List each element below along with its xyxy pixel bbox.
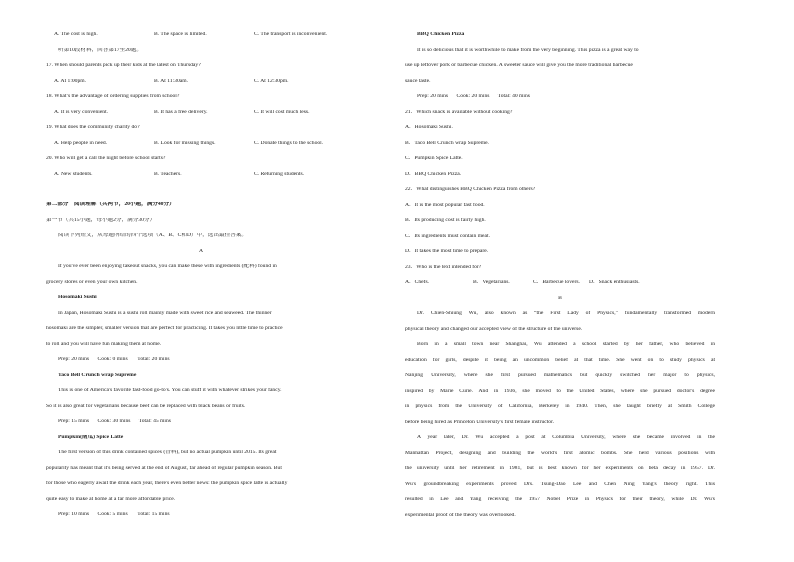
q19-option-a: A. Help people in need. bbox=[54, 140, 108, 146]
left-column bbox=[46, 32, 356, 528]
q23-option-a: A．Chefs. bbox=[405, 280, 430, 285]
b-line-2: physical theory and changed our accepted view of the structure of the universe. bbox=[405, 326, 583, 332]
right-column bbox=[405, 32, 715, 528]
q23-options bbox=[405, 280, 715, 296]
pumpkin-title: Pumpkin(南瓜) Spice Latte bbox=[58, 434, 124, 440]
pumpkin-line-1: The first version of this drink contained spices (香料), but no actual pumpkin until 2015. Its great bbox=[58, 450, 277, 455]
b-line-1: Dr. Chien-Shiung Wu, also known as “the First Lady of Physics,” fundamentally transformed modern bbox=[417, 311, 715, 316]
reading-instructions: 阅读下列短文，从每题所给的四个选项（A、B、C和D）中，选出最佳答案。 bbox=[58, 233, 247, 238]
q17-option-b: B. At 11:30am. bbox=[154, 78, 188, 84]
b-line-4: education for girls, despite it being an uncommon belief at that time. She went on to study physics at bbox=[405, 357, 715, 363]
listening-intro: 听第10段材料，回答第17至20题。 bbox=[58, 47, 142, 53]
pumpkin-line-2: popularity has meant that it's being served at the end of August, far ahead of regular pumpkin season. But bbox=[46, 465, 282, 471]
b-line-8: before being hired as Princeton University's first female instructor. bbox=[405, 419, 555, 425]
bbq-times: Prep: 20 mins Cook: 20 mins Total: 40 mins bbox=[417, 94, 530, 99]
q16-option-b: B. The space is limited. bbox=[154, 32, 207, 37]
q20-option-b: B. Teachers. bbox=[154, 171, 182, 177]
part2-heading: 第二部分 阅读理解（共两节，20小题，满分40分） bbox=[46, 202, 175, 207]
q18-option-b: B. It has a free delivery. bbox=[154, 109, 208, 115]
b-line-6: inspired by Marie Curie. And in 1936, she moved to the United States, where she pursued doctor's degree bbox=[405, 388, 715, 394]
q19-option-b: B. Look for missing things. bbox=[154, 140, 216, 146]
q17-option-c: C. At 12:30pm. bbox=[254, 78, 289, 84]
question-21: 21．Which snack is available without cooking? bbox=[405, 109, 513, 115]
q16-option-a: A. The cost is high. bbox=[54, 32, 98, 37]
bbq-title: BBQ Chicken Pizza bbox=[417, 32, 465, 37]
q18-options bbox=[46, 110, 356, 126]
q22-option-c: C．Its ingredients must contain meat. bbox=[405, 233, 490, 239]
q16-options bbox=[46, 32, 356, 48]
b-line-3: Born in a small town near Shanghai, Wu attended a school started by her father, who believed in bbox=[417, 342, 715, 347]
q20-option-c: C. Returning students. bbox=[254, 171, 305, 177]
bbq-line-3: sauce taste. bbox=[405, 78, 431, 84]
sushi-line-1: In Japan, Hosomaki Sushi is a sushi roll mainly made with sweet rice and seaweed. The thinner bbox=[58, 310, 272, 316]
bbq-line-1: It is so delicious that it is worthwhile to make from the very beginning. This pizza is a great way to bbox=[417, 47, 639, 53]
sushi-title: Hosomaki Sushi bbox=[58, 295, 97, 300]
intro-line-2: grocery stores or even your own kitchen. bbox=[46, 279, 138, 285]
b-line-5: Nanjing University, where she first pursued mathematics but quickly switched her major to physics, bbox=[405, 373, 715, 378]
q17-option-a: A. At 1:00pm. bbox=[54, 78, 87, 84]
q17-options bbox=[46, 79, 356, 95]
b-line-10: Manhattan Project, designing and building the world's first atomic bombs. She held various positions with bbox=[405, 450, 715, 456]
q21-option-d: D．BBQ Chicken Pizza. bbox=[405, 171, 462, 177]
q18-option-c: C. It will cost much less. bbox=[254, 109, 310, 115]
section1-heading: 第一节（共15小题，每小题2分，满分30分） bbox=[46, 217, 156, 223]
bbq-line-2: use up leftover pork or barbecue chicken. A sweeter sauce will give you the more traditional barbecue bbox=[405, 63, 633, 68]
sushi-line-3: to roll and you will have fun making them at home. bbox=[46, 341, 162, 347]
taco-line-1: This is one of America's favorite fast-food go-to's. You can stuff it with whatever strikes your fancy. bbox=[58, 388, 282, 393]
taco-times: Prep: 15 mins Cook: 30 mins Total: 45 mins bbox=[58, 419, 171, 424]
b-line-7: in physics from the University of California, Berkeley in 1940. Then, she taught briefly at Smith College bbox=[405, 404, 715, 409]
pumpkin-line-3: for those who eagerly await the drink each year, there's even better news: the pumpkin spice latte is actually bbox=[46, 481, 288, 486]
question-22: 22．What distinguishes BBQ Chicken Pizza from others? bbox=[405, 187, 536, 192]
q21-option-a: A．Hosomaki Sushi. bbox=[405, 125, 453, 130]
b-line-14: experimental proof of the theory was overlooked. bbox=[405, 512, 516, 518]
passage-a-label: A bbox=[198, 248, 204, 254]
q20-option-a: A. New students. bbox=[54, 171, 93, 177]
q18-option-a: A. It is very convenient. bbox=[54, 109, 109, 115]
sushi-times: Prep: 20 mins Cook: 0 mins Total: 20 mins bbox=[58, 357, 170, 362]
taco-title: Taco Bell Crunch wrap Supreme bbox=[58, 372, 137, 378]
q16-option-c: C. The transport is inconvenient. bbox=[254, 32, 328, 37]
q21-option-c: C．Pumpkin Spice Latte. bbox=[405, 156, 463, 161]
taco-line-2: So it is also great for vegetarians because beef can be replaced with black beans or fruits. bbox=[46, 403, 246, 409]
spacer bbox=[46, 187, 356, 202]
question-18: 18. What’s the advantage of ordering supplies from school? bbox=[46, 94, 180, 99]
pumpkin-line-4: quite easy to make at home at a far more affordable price. bbox=[46, 496, 176, 502]
q22-option-b: B．Its producing cost is fairly high. bbox=[405, 218, 486, 223]
question-17: 17. When should parents pick up their kids at the latest on Thursday? bbox=[46, 63, 201, 68]
q23-option-d: D．Snack enthusiasts. bbox=[589, 280, 640, 285]
b-line-11: the university until her retirement in 1981, but is best known for her experiments on beta decay in 1957. Dr. bbox=[405, 466, 715, 471]
question-19: 19. What does the community charity do? bbox=[46, 125, 140, 130]
intro-line-1: If you've ever been enjoying takeout snacks, you can make these with ingredients (配料) found in bbox=[58, 264, 277, 269]
b-line-12: Wu's groundbreaking experiments proved Drs. Tsung-Dao Lee and Chen Ning Yang's theory right. This bbox=[405, 481, 715, 487]
q23-option-b: B．Vegetarians. bbox=[473, 280, 510, 285]
question-20: 20. Who will get a call the night before school starts? bbox=[46, 156, 166, 161]
pumpkin-times: Prep: 10 mins Cook: 5 mins Total: 15 mins bbox=[58, 512, 170, 517]
b-line-9: A year later, Dr. Wu accepted a post at Columbia University, where she became involved in the bbox=[417, 435, 715, 440]
q19-options bbox=[46, 141, 356, 157]
passage-b-label: B bbox=[558, 295, 562, 301]
q19-option-c: C. Donate things to the school. bbox=[254, 140, 324, 146]
q22-option-d: D．It takes the most time to prepare. bbox=[405, 249, 489, 254]
q23-option-c: C．Barbecue lovers. bbox=[533, 280, 580, 285]
question-23: 23．Who is the text intended for? bbox=[405, 264, 482, 270]
q22-option-a: A．It is the most popular fast food. bbox=[405, 202, 485, 208]
b-line-13: resulted in Lee and Yang receiving the 1957 Nobel Prize in Physics for their theory, while Dr. Wu's bbox=[405, 497, 715, 502]
q20-options bbox=[46, 172, 356, 188]
q21-option-b: B．Taco Bell Crunch wrap Supreme. bbox=[405, 140, 489, 146]
sushi-line-2: hosomaki are the simpler, smaller version that are perfect for practicing. It takes you little time to practice bbox=[46, 326, 283, 331]
